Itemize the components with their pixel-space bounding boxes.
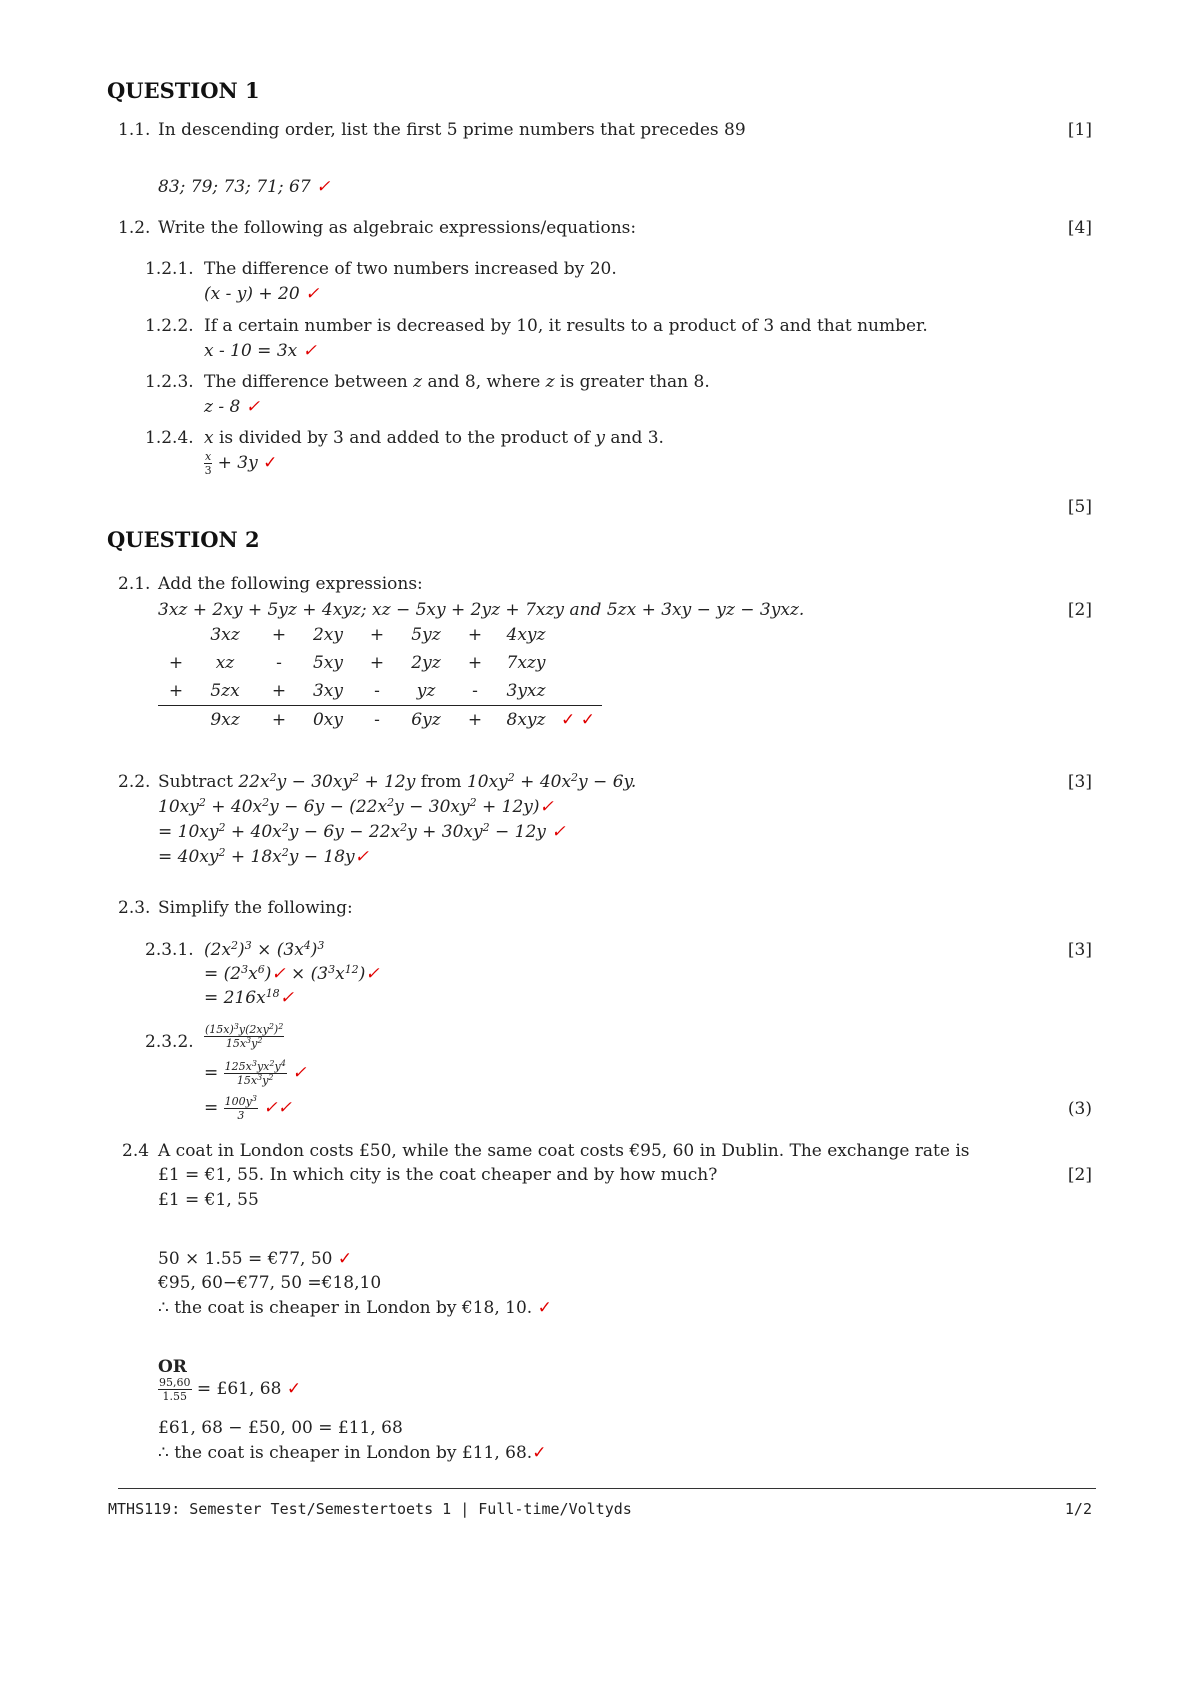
tick-icon: ✓ ✓ xyxy=(554,706,602,735)
q2-3-2-marks: (3) xyxy=(1067,1099,1092,1119)
q1-2-1-text: The difference of two numbers increased by 20. xyxy=(204,259,617,279)
q1-2-1-number: 1.2.1. xyxy=(145,259,194,279)
q1-2-text: Write the following as algebraic expressions/equations: xyxy=(158,218,637,238)
tick-icon: ✓ xyxy=(271,964,286,984)
q2-1-text: Add the following expressions: xyxy=(158,574,423,594)
q2-3-2-fraction-2: = $\frac{125x^3yx^2y^4}{15x^3y^2}$ ✓ xyxy=(204,1059,307,1087)
q2-4-calc-3: £61, 68 − £50, 00 = £11, 68 xyxy=(158,1418,403,1438)
q2-4-text-line-2: £1 = €1, 55. In which city is the coat cheaper and by how much? xyxy=(158,1165,718,1185)
tick-icon: ✓ xyxy=(316,177,331,197)
q2-4-or-label: OR xyxy=(158,1357,187,1377)
q2-4-calc-1: 50 × 1.55 = €77, 50 ✓ xyxy=(158,1249,353,1269)
q2-3-1-line-2: = $(2^3x^6)✓$ × $(3^3x^{12})✓$ xyxy=(204,963,380,984)
page-number: 1/2 xyxy=(1064,1500,1092,1518)
q1-2-4-number: 1.2.4. xyxy=(145,428,194,448)
q2-4-calc-2: €95, 60−€77, 50 =€18,10 xyxy=(158,1273,382,1293)
q2-2-marks: [3] xyxy=(1067,772,1092,792)
q2-3-number: 2.3. xyxy=(118,898,151,918)
q1-2-4-answer: $\frac{x}{3}$ + 3y ✓ xyxy=(204,450,278,477)
q2-3-2-fraction-1: $\frac{(15x)^3y(2xy^2)^2}{15x^3y^2}$ xyxy=(205,1022,284,1050)
table-row: + 5zx + 3xy - yz - 3yxz xyxy=(168,681,546,701)
q2-3-1-line-3: = $216x^{18}✓$ xyxy=(204,987,294,1008)
q2-1-number: 2.1. xyxy=(118,574,151,594)
q2-2-number: 2.2. xyxy=(118,772,151,792)
tick-icon: ✓ xyxy=(532,1443,547,1463)
tick-icon: ✓ xyxy=(263,453,278,473)
tick-icon: ✓ xyxy=(337,1249,353,1269)
tick-icon: ✓ xyxy=(551,822,566,842)
q2-3-2-fraction-3: = $\frac{100y^3}{3}$ ✓✓ xyxy=(204,1094,292,1122)
q2-1-addition-table xyxy=(158,621,602,734)
q1-2-3-answer: z - 8 ✓ xyxy=(204,397,260,417)
table-row: + xz - 5xy + 2yz + 7xzy xyxy=(168,653,546,673)
q2-2-step-3: = $40xy^2 + 18x^2y$ − 18y✓ xyxy=(158,846,369,867)
tick-icon: ✓ xyxy=(286,1379,302,1399)
question-1-heading: QUESTION 1 xyxy=(107,78,260,103)
table-row: 3xz + 2xy + 5yz + 4xyz xyxy=(210,625,546,645)
q2-4-fraction: $\frac{95,60}{1.55}$ = £61, 68 ✓ xyxy=(159,1376,302,1403)
q1-2-marks: [4] xyxy=(1067,218,1092,238)
q1-total-marks: [5] xyxy=(1067,497,1092,517)
q1-1-number: 1.1. xyxy=(118,120,151,140)
tick-icon: ✓ xyxy=(279,988,294,1008)
q2-3-1-marks: [3] xyxy=(1067,940,1092,960)
tick-icon: ✓ xyxy=(537,1298,552,1318)
tick-icon: ✓ xyxy=(539,797,554,817)
q2-4-conclusion-2: ∴ the coat is cheaper in London by £11, 68.✓ xyxy=(158,1443,547,1463)
footer-divider xyxy=(118,1488,1096,1489)
q1-1-answer: 83; 79; 73; 71; 67 ✓ xyxy=(158,177,331,197)
tick-icon: ✓ xyxy=(305,284,320,304)
q1-2-2-text: If a certain number is decreased by 10, it results to a product of 3 and that number. xyxy=(204,316,928,336)
q2-2-text: Subtract $22x^2y - 30xy^2 + 12y$ from $10xy^2 + 40x^2y - 6y$. xyxy=(158,771,637,792)
q2-1-marks: [2] xyxy=(1067,600,1092,620)
q2-1-expression: 3xz + 2xy + 5yz + 4xyz; xz − 5xy + 2yz + 7xzy and 5zx + 3xy − yz − 3yxz. xyxy=(158,600,805,620)
q2-3-1-line-1: $(2x^2)^3 \times (3x^4)^3$ xyxy=(204,939,325,960)
q2-2-step-1: $10xy^2 + 40x^2y - 6y - (22x^2y - 30xy^2$ + 12y)✓ xyxy=(158,796,554,817)
tick-icon: ✓ xyxy=(365,964,380,984)
tick-icon: ✓ xyxy=(302,341,317,361)
q1-1-text: In descending order, list the first 5 prime numbers that precedes 89 xyxy=(158,120,746,140)
tick-icon: ✓ xyxy=(292,1063,307,1083)
footer-text: MTHS119: Semester Test/Semestertoets 1 | Full-time/Voltyds xyxy=(108,1500,632,1518)
q2-3-text: Simplify the following: xyxy=(158,898,353,918)
q1-2-4-text: x is divided by 3 and added to the product of y and 3. xyxy=(204,428,664,448)
q2-4-text-line-1: A coat in London costs £50, while the same coat costs €95, 60 in Dublin. The exchange rate is xyxy=(158,1141,970,1161)
tick-icon: ✓✓ xyxy=(263,1098,292,1118)
q1-2-3-number: 1.2.3. xyxy=(145,372,194,392)
tick-icon: ✓ xyxy=(354,847,369,867)
q2-4-number: 2.4 xyxy=(122,1141,150,1161)
q2-4-rate: £1 = €1, 55 xyxy=(158,1190,259,1210)
q2-4-marks: [2] xyxy=(1067,1165,1092,1185)
table-row: 9xz + 0xy - 6yz + 8xyz ✓ ✓ xyxy=(158,706,602,735)
q1-2-1-answer: (x - y) + 20 ✓ xyxy=(204,284,320,304)
q2-2-step-2: = $10xy^2 + 40x^2y - 6y - 22x^2y + 30xy^2 - 12y$ ✓ xyxy=(158,821,566,842)
question-2-heading: QUESTION 2 xyxy=(107,527,260,552)
q1-2-2-number: 1.2.2. xyxy=(145,316,194,336)
q1-2-number: 1.2. xyxy=(118,218,151,238)
q2-3-1-number: 2.3.1. xyxy=(145,940,194,960)
tick-icon: ✓ xyxy=(245,397,260,417)
q1-2-2-answer: x - 10 = 3x ✓ xyxy=(204,341,317,361)
q2-4-conclusion-1: ∴ the coat is cheaper in London by €18, 10. ✓ xyxy=(158,1298,552,1318)
q2-3-2-number: 2.3.2. xyxy=(145,1032,194,1052)
q1-2-3-text: The difference between z and 8, where z is greater than 8. xyxy=(204,372,710,392)
q1-1-marks: [1] xyxy=(1067,120,1092,140)
